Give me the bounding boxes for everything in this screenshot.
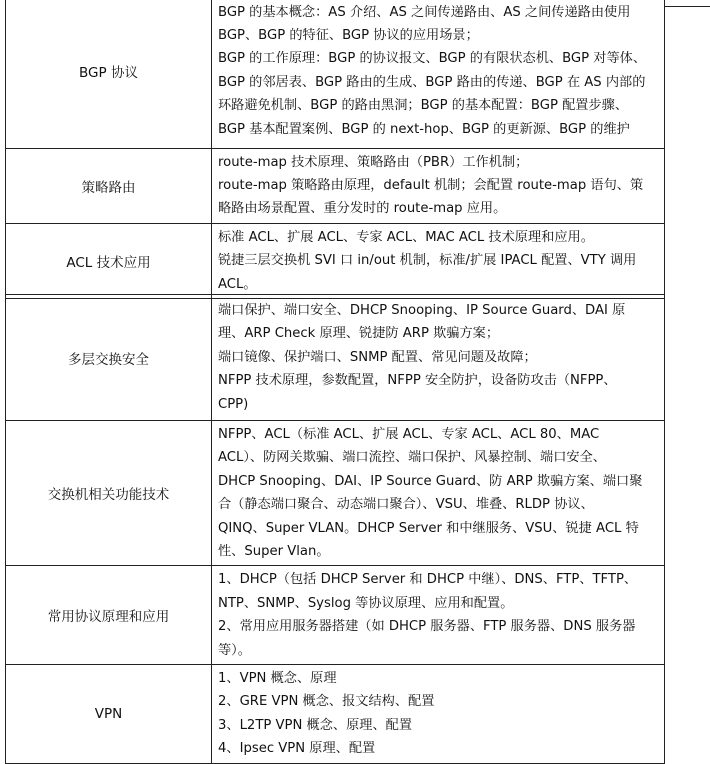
content-line: BGP 的邻居表、BGP 路由的生成、BGP 路由的传递、BGP 在 AS 内部的 <box>218 74 646 90</box>
content-line: 1、VPN 概念、原理 <box>218 671 337 687</box>
table-row <box>6 295 665 421</box>
table-row <box>6 421 665 566</box>
content-cell <box>212 223 665 298</box>
content-cell <box>212 148 665 223</box>
content-line: BGP 的工作原理：BGP 的协议报文、BGP 的有限状态机、BGP 对等体、 <box>218 51 647 67</box>
table-row <box>6 566 665 665</box>
content-line: 端口镜像、保护端口、SNMP 配置、常见问题及故障； <box>218 349 537 365</box>
header-rule <box>665 6 710 7</box>
content-line: NFPP 技术原理，参数配置，NFPP 安全防护，设备防攻击（NFPP、 <box>218 373 617 389</box>
content-line: ACL）、防网关欺骗、端口流控、端口保护、风暴控制、端口安全、 <box>218 450 606 466</box>
content-line: ACL。 <box>218 276 257 292</box>
content-line: 端口保护、端口安全、DHCP Snooping、IP Source Guard、DAI 原 <box>218 302 626 318</box>
content-line: 环路避免机制、BGP 的路由黑洞；BGP 的基本配置：BGP 配置步骤、 <box>218 98 629 114</box>
content-line: NTP、SNMP、Syslog 等协议原理、应用和配置。 <box>218 595 514 611</box>
content-line: 4、Ipsec VPN 原理、配置 <box>218 741 376 757</box>
topic-cell: 常用协议原理和应用 <box>6 566 212 665</box>
topic-cell: ACL 技术应用 <box>6 223 212 298</box>
table-row <box>6 148 665 223</box>
content-line: 性、Super Vlan。 <box>218 544 330 560</box>
content-line: 理、ARP Check 原理、锐捷防 ARP 欺骗方案； <box>218 326 500 342</box>
table-row <box>6 665 665 764</box>
topic-cell: BGP 协议 <box>6 0 212 148</box>
content-cell <box>212 0 665 148</box>
content-line: 2、GRE VPN 概念、报文结构、配置 <box>218 694 435 710</box>
content-line: 等）。 <box>218 642 251 658</box>
table-row <box>6 0 665 148</box>
content-line: 2、常用应用服务器搭建（如 DHCP 服务器、FTP 服务器、DNS 服务器 <box>218 619 636 635</box>
topic-cell: 多层交换安全 <box>6 295 212 421</box>
topic-cell: VPN <box>6 665 212 764</box>
content-cell <box>212 566 665 665</box>
content-line: 合（静态端口聚合、动态端口聚合）、VSU、堆叠、RLDP 协议、 <box>218 497 594 513</box>
content-line: QINQ、Super VLAN。DHCP Server 和中继服务、VSU、锐捷 ACL 特 <box>218 520 639 536</box>
content-line: CPP) <box>218 396 249 412</box>
content-cell <box>212 665 665 764</box>
content-line: 1、DHCP（包括 DHCP Server 和 DHCP 中继）、DNS、FTP、TFTP、 <box>218 572 638 588</box>
content-line: BGP 的基本概念：AS 介绍、AS 之间传递路由、AS 之间传递路由使用 <box>218 4 631 20</box>
syllabus-table-part-2 <box>5 294 665 764</box>
content-line: route-map 技术原理、策略路由（PBR）工作机制； <box>218 154 529 170</box>
content-line: DHCP Snooping、DAI、IP Source Guard、防 ARP 欺骗方案、端口聚 <box>218 473 643 489</box>
topic-cell: 策略路由 <box>6 148 212 223</box>
content-line: 标准 ACL、扩展 ACL、专家 ACL、MAC ACL 技术原理和应用。 <box>218 229 594 245</box>
content-line: route-map 策略路由原理，default 机制；会配置 route-map 语句、策 <box>218 177 644 193</box>
content-line: BGP 基本配置案例、BGP 的 next-hop、BGP 的更新源、BGP 的维护 <box>218 121 630 137</box>
content-cell <box>212 421 665 566</box>
content-line: BGP、BGP 的特征、BGP 协议的应用场景； <box>218 27 479 43</box>
content-line: 3、L2TP VPN 概念、原理、配置 <box>218 717 413 733</box>
content-cell <box>212 295 665 421</box>
content-line: NFPP、ACL（标准 ACL、扩展 ACL、专家 ACL、ACL 80、MAC <box>218 427 600 442</box>
syllabus-table-part-1 <box>5 0 665 299</box>
table-row <box>6 223 665 298</box>
topic-cell: 交换机相关功能技术 <box>6 421 212 566</box>
content-line: 锐捷三层交换机 SVI 口 in/out 机制，标准/扩展 IPACL 配置、VTY 调用 <box>218 253 637 269</box>
content-line: 略路由场景配置、重分发时的 route-map 应用。 <box>218 201 507 217</box>
